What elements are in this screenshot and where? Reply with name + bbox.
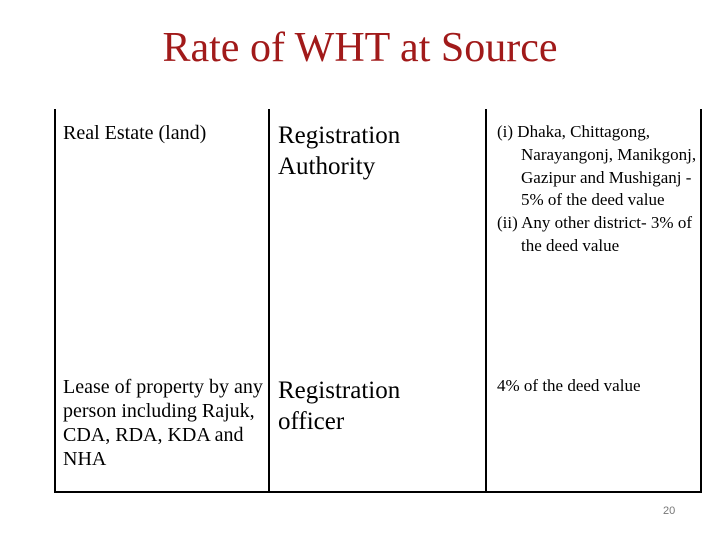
- rate-line-lease: 4% of the deed value: [497, 376, 641, 395]
- slide-title: Rate of WHT at Source: [162, 25, 558, 71]
- page-number: 20: [663, 505, 676, 517]
- table-row-2-rate: [497, 375, 697, 398]
- table-left-border: [54, 109, 56, 493]
- table-right-border: [700, 109, 702, 493]
- table-row-2-authority: Registration officer: [278, 377, 401, 436]
- table-bottom-border: [54, 491, 702, 493]
- table-column-divider-2: [485, 109, 487, 493]
- rate-line-other-district: (ii) Any other district- 3% of the deed value: [497, 213, 692, 255]
- table-row-1-authority: Registration Authority: [278, 122, 401, 181]
- table-row-1-item: Real Estate (land): [63, 122, 207, 144]
- wht-rate-table: [54, 109, 702, 493]
- table-row-1-rate: [497, 121, 697, 258]
- table-row-2-item: Lease of property by any person including Rajuk, CDA, RDA, KDA and NHA: [63, 376, 263, 470]
- rate-line-dhaka-group: (i) Dhaka, Chittagong, Narayangonj, Manikgonj, Gazipur and Mushiganj - 5% of the deed value: [497, 122, 697, 210]
